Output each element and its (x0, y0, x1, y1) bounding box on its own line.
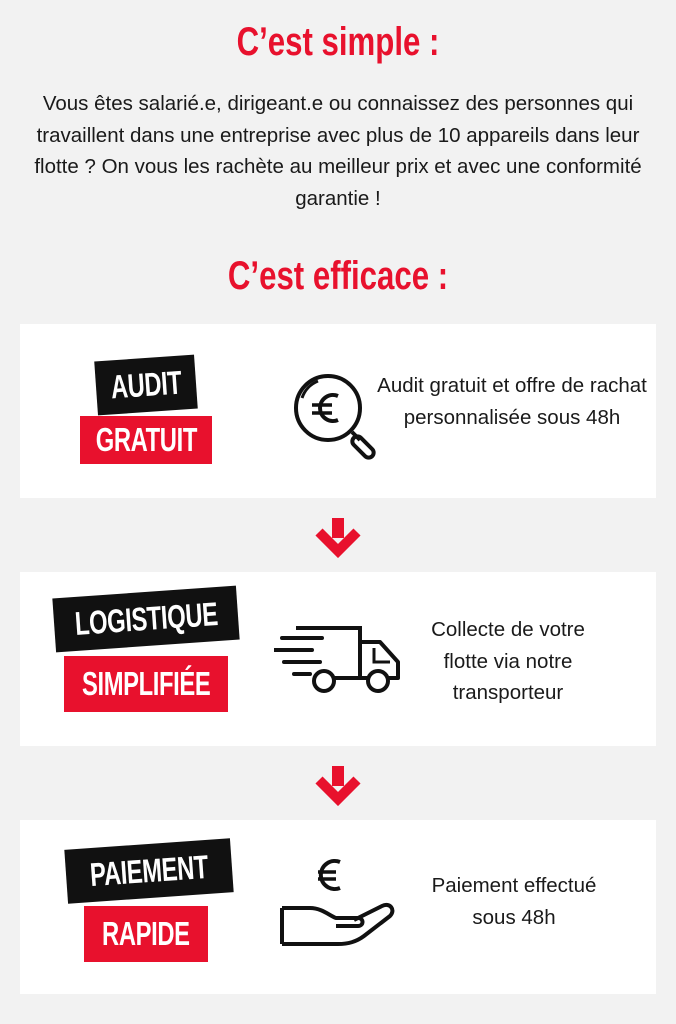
tag-line-2: SIMPLIFIÉE (64, 656, 228, 712)
delivery-truck-icon (274, 622, 404, 698)
tag-line-1: PAIEMENT (64, 838, 233, 903)
step-description: Paiement effectué sous 48h (431, 874, 597, 929)
arrow-down-icon (313, 766, 363, 806)
arrow-down-icon (313, 518, 363, 558)
tag-line-1: AUDIT (94, 355, 198, 416)
step-card-audit (20, 324, 656, 498)
tag-line-2: GRATUIT (80, 416, 212, 464)
step-card-paiement (20, 820, 656, 994)
tag-line-1: LOGISTIQUE (52, 586, 239, 653)
tag-line-2: RAPIDE (84, 906, 208, 962)
intro-text: Vous êtes salarié.e, dirigeant.e ou connaissez des personnes qui travaillent dans une entreprise avec plus de 10 appareils dans leur flotte ? On vous les rachète au meilleur prix et avec une conformité garantie ! (34, 92, 642, 210)
step-card-logistique (20, 572, 656, 746)
euro-magnifier-icon (288, 368, 384, 464)
heading-simple: C’est simple : (236, 20, 440, 64)
heading-efficace: C’est efficace : (227, 254, 449, 298)
euro-hand-icon (278, 856, 398, 956)
step-description: Audit gratuit et offre de rachat personnalisée sous 48h (377, 374, 647, 429)
step-description: Collecte de votre flotte via notre transporteur (431, 618, 585, 704)
